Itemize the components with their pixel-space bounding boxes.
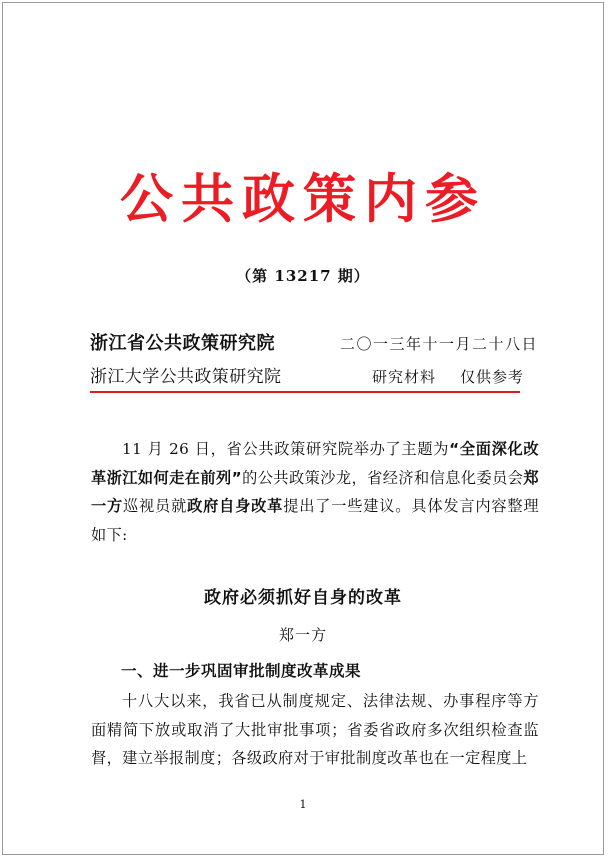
intro-paragraph xyxy=(91,435,539,549)
article-title: 政府必须抓好自身的改革 xyxy=(204,588,402,608)
header-row-1 xyxy=(90,329,538,355)
author-name: 郑一方 xyxy=(278,626,327,644)
masthead-title: 公共政策内参 xyxy=(120,169,486,230)
header-divider xyxy=(90,391,520,393)
header-row-2 xyxy=(90,362,538,387)
intro-speaker: 郑一方 xyxy=(91,468,540,515)
intro-text-1: 11 月 26 日，省公共政策研究院举办了主题为 xyxy=(122,440,450,458)
body-paragraph: 十八大以来，我省已从制度规定、法律法规、办事程序等方面精简下放或取消了大批审批事项；省委省政府多次组织检查监督，建立举报制度；各级政府对于审批制度改革也在一定程度上 xyxy=(91,692,539,767)
intro-text-4: 提出了一些建议。具体发言内容整理如下: xyxy=(91,497,539,544)
publish-date: 二〇一三年十一月二十八日 xyxy=(339,335,538,353)
intro-text-2: 的公共政策沙龙，省经济和信息化委员会 xyxy=(242,468,524,487)
page xyxy=(2,2,604,855)
org-secondary: 浙江大学公共政策研究院 xyxy=(90,367,282,387)
issue-number: （第 13217 期） xyxy=(236,267,370,285)
intro-topic: “全面深化改革浙江如何走在前列” xyxy=(91,440,539,487)
material-note xyxy=(372,366,524,387)
org-primary: 浙江省公共政策研究院 xyxy=(90,333,275,354)
intro-subject: 政府自身改革 xyxy=(187,497,284,515)
reference-label: 仅供参考 xyxy=(459,368,524,386)
material-label: 研究材料 xyxy=(371,368,436,386)
page-number: 1 xyxy=(299,798,307,811)
intro-text-3: 巡视员就 xyxy=(123,497,188,515)
section-heading: 一、进一步巩固审批制度改革成果 xyxy=(121,662,362,680)
